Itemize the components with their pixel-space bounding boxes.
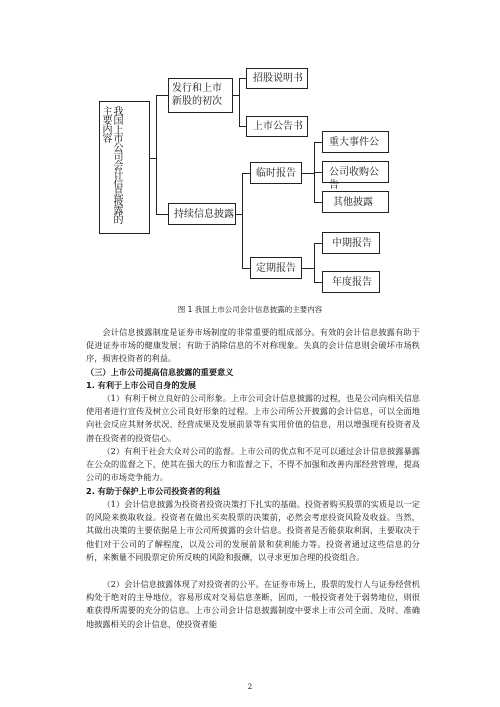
sub2-paragraph-1: （1）会计信息披露为投资者投资决策打下扎实的基础。投资者购买股票的实质是以一定的风险来换取收益。投资者在做出买卖股票的决策前，必然会考虑投资风险及收益。当然，其做出决策的主要依据是上市公司所披露的会计信息。投资者是否能获取利润，主要取决于他们对于公司的了解程度，以及公司的发展前景和获利能力等。投资者通过这些信息的分析，来衡量不同股票定价所反映的风险和报酬，以寻求更加合理的投资组合。	[86, 499, 420, 562]
diagram-midterm-report-box	[322, 232, 380, 254]
diagram-continuous-disclosure-box	[168, 203, 236, 225]
diagram-other-disclosure-text: 其他披露	[333, 197, 373, 208]
diagram-interim-report-text: 临时报告	[256, 168, 296, 179]
sub1-paragraph-2: （2）有利于社会大众对公司的监督。上市公司的优点和不足可以通过会计信息披露暴露在公众的监督之下，使其在强大的压力和监督之下，不得不加强和改善内部经营管理，提高公司的市场竞争能力。	[86, 446, 420, 483]
diagram-root-text: 我国上市公司会计信息披露的主要内容	[100, 106, 122, 223]
diagram-interim-report-box	[250, 162, 302, 184]
diagram-major-events-box	[322, 131, 389, 153]
diagram-annual-report-text: 年度报告	[332, 277, 372, 288]
diagram-root-box	[99, 101, 150, 234]
diagram-acquisition-box	[322, 161, 389, 191]
sub2-heading: 2. 有助于保护上市公司投资者的利益	[86, 486, 221, 496]
page-number: 2	[247, 683, 253, 691]
sub1-paragraph-1: （1）有利于树立良好的公司形象。上市公司会计信息披露的过程，也是公司向相关信息使用者进行宣传及树立公司良好形象的过程。上市公司所公开披露的会计信息，可以全面地向社会反应其财务状况、经营成果及发展前景等有实用价值的信息，用以增强现有投资者及潜在投资者的投资信心。	[86, 393, 420, 443]
diagram-listing-notice-box	[246, 116, 308, 137]
diagram-prospectus-box	[246, 68, 308, 89]
diagram-initial-issuance-text: 发行和上市新股的初次	[172, 83, 222, 107]
diagram-major-events-text: 重大事件公	[329, 137, 379, 148]
diagram-periodic-report-box	[250, 257, 302, 279]
diagram-prospectus-text: 招股说明书	[253, 73, 303, 84]
intro-paragraph: 会计信息披露制度是证券市场制度的非常重要的组成部分。有效的会计信息披露有助于促进证券市场的健康发展；有助于消除信息的不对称现象。失真的会计信息则会破坏市场秩序，损害投资者的利益。	[86, 327, 420, 364]
diagram-initial-issuance-box	[168, 78, 233, 113]
diagram-midterm-report-text: 中期报告	[332, 238, 372, 249]
diagram-other-disclosure-box	[322, 191, 389, 213]
sub1-heading: 1. 有利于上市公司自身的发展	[86, 380, 196, 390]
figure-caption: 图 1 我国上市公司会计信息披露的主要内容	[177, 305, 323, 314]
diagram-continuous-disclosure-text: 持续信息披露	[174, 209, 234, 220]
diagram-acquisition-text: 公司收购公告	[329, 167, 379, 191]
diagram-annual-report-box	[322, 271, 380, 293]
sub2-paragraph-2: （2）会计信息披露体现了对投资者的公平。在证券市场上，股票的发行人与证券经营机构处于绝对的主导地位，容易形成对交易信息垄断，因而，一般投资者处于弱势地位，则很难获得所需要的充分的信息。上市公司会计信息披露制度中要求上市公司全面、及时、准确地披露相关的会计信息，使投资者能	[86, 579, 420, 629]
diagram-periodic-report-text: 定期报告	[256, 263, 296, 274]
diagram-listing-notice-text: 上市公告书	[253, 121, 303, 132]
section-heading: （三）上市公司提高信息披露的重要意义	[86, 367, 234, 377]
